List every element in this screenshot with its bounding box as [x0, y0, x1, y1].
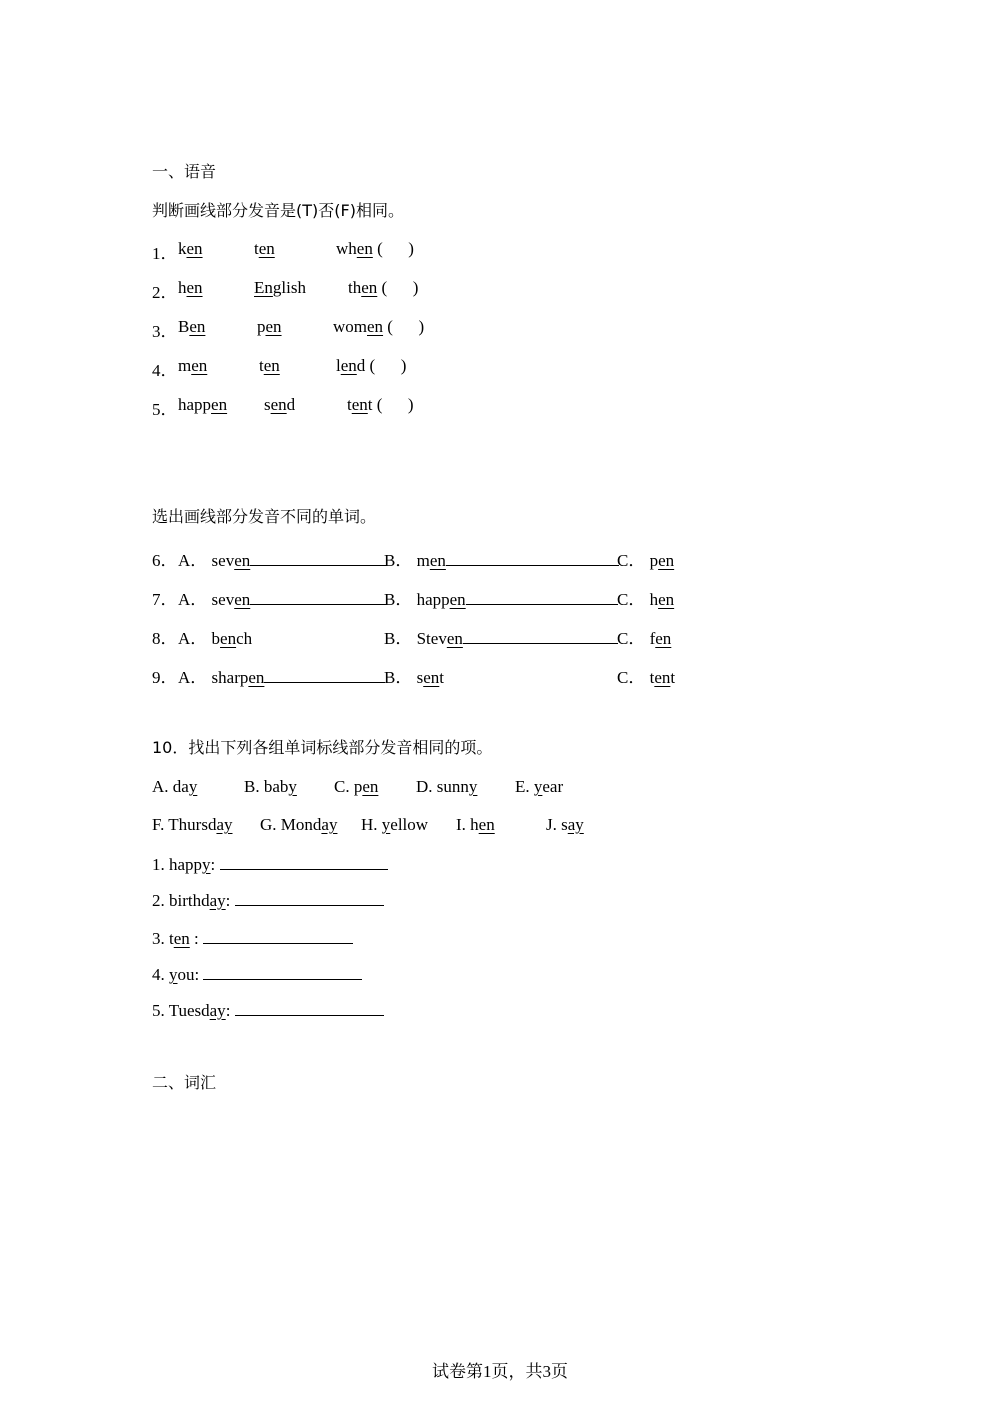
- word: ten: [254, 239, 275, 258]
- word: tent ( ): [347, 395, 414, 414]
- option-a: A． seven: [178, 546, 386, 571]
- part1-instruction: 判断画线部分发音是(T)否(F)相同。: [152, 201, 404, 220]
- option-d: D. sunny: [416, 777, 478, 796]
- section-title-vocabulary: 二、词汇: [152, 1073, 217, 1092]
- item-number: 2．: [152, 283, 178, 302]
- option-c: C. pen: [334, 777, 379, 796]
- answer-blank[interactable]: [235, 889, 384, 906]
- list-item: 2. birthday:: [152, 889, 384, 911]
- word: lend ( ): [336, 356, 407, 375]
- option-e: E. year: [515, 777, 564, 796]
- option-h: H. yellow: [361, 815, 429, 834]
- page-footer: 试卷第1页，共3页: [432, 1362, 568, 1381]
- section-title-phonetics: 一、语音: [152, 162, 217, 181]
- item-number: 8．: [152, 629, 178, 648]
- word: send: [264, 395, 296, 414]
- answer-blank[interactable]: [220, 853, 388, 870]
- option-c: C． pen: [617, 551, 675, 570]
- option-c: C． fen: [617, 629, 672, 648]
- option-b: B． sent: [384, 668, 444, 687]
- word: then ( ): [348, 278, 419, 297]
- word: when ( ): [336, 239, 414, 258]
- item-number: 3．: [152, 322, 178, 341]
- item-number: 5．: [152, 400, 178, 419]
- item-number: 4．: [152, 361, 178, 380]
- option-c: C． tent: [617, 668, 676, 687]
- item-number: 9．: [152, 668, 178, 687]
- option-a: A． sharpen: [178, 663, 385, 688]
- option-a: A． bench: [178, 629, 253, 648]
- option-c: C． hen: [617, 590, 675, 609]
- option-j: J. say: [546, 815, 584, 834]
- answer-blank[interactable]: [203, 963, 362, 980]
- option-f: F. Thursday: [152, 815, 233, 834]
- word: pen: [257, 317, 282, 336]
- word: Ben: [178, 317, 206, 336]
- word: men: [178, 356, 208, 375]
- word: women ( ): [333, 317, 425, 336]
- option-b: B． Steven: [384, 624, 618, 649]
- word: English: [254, 278, 306, 297]
- list-item: 5. Tuesday:: [152, 999, 384, 1021]
- option-b: B. baby: [244, 777, 297, 796]
- option-i: I. hen: [456, 815, 495, 834]
- item-number: 1．: [152, 244, 178, 263]
- part3-instruction: 10．找出下列各组单词标线部分发音相同的项。: [152, 738, 493, 757]
- option-g: G. Monday: [260, 815, 338, 834]
- option-b: B． men: [384, 546, 619, 571]
- word: ten: [259, 356, 280, 375]
- option-a: A． seven: [178, 585, 386, 610]
- word: hen: [178, 278, 203, 297]
- item-number: 7．: [152, 590, 178, 609]
- list-item: 4. you:: [152, 963, 362, 985]
- option-a: A. day: [152, 777, 198, 796]
- part2-instruction: 选出画线部分发音不同的单词。: [152, 507, 377, 526]
- answer-blank[interactable]: [203, 927, 353, 944]
- word: ken: [178, 239, 203, 258]
- list-item: 1. happy:: [152, 853, 388, 875]
- option-b: B． happen: [384, 585, 618, 610]
- answer-blank[interactable]: [235, 999, 384, 1016]
- item-number: 6．: [152, 551, 178, 570]
- word: happen: [178, 395, 228, 414]
- list-item: 3. ten :: [152, 927, 353, 949]
